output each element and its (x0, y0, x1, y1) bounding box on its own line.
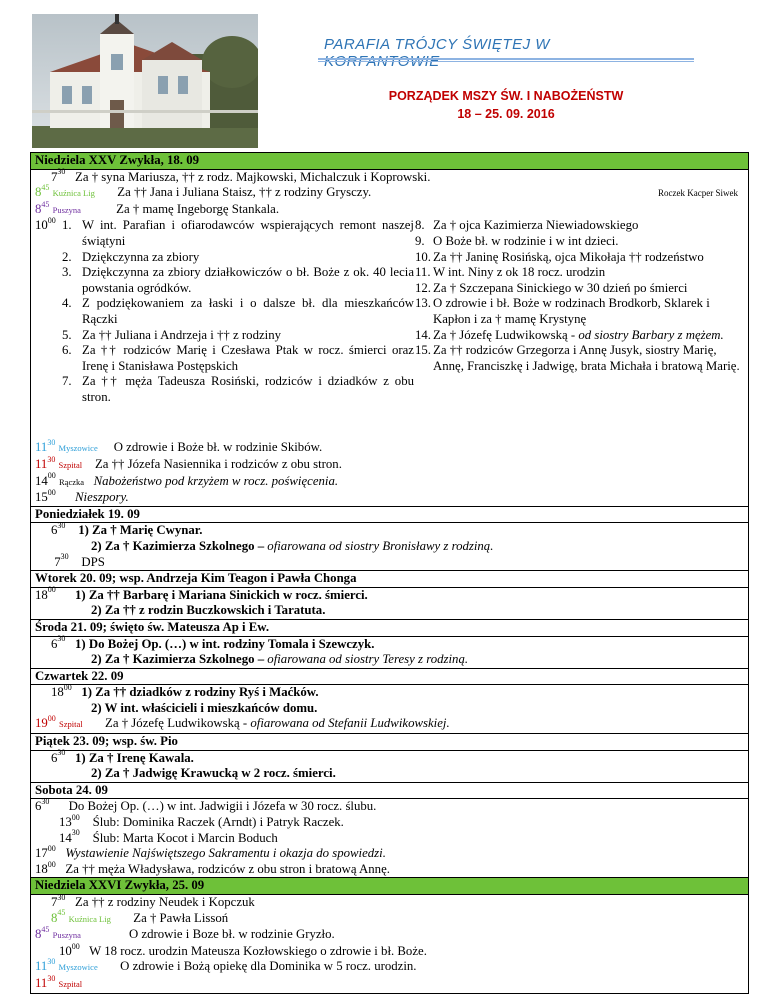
list-item: 9. O Boże bł. w rodzinie i w int dzieci. (415, 233, 619, 248)
mass-entry: $14^{00}$ Rączka Nabożeństwo pod krzyżem w rocz. poświęcenia. (35, 471, 339, 488)
mass-entry: $11^{30}$ Myszowice O zdrowie i Bożą opiekę dla Dominika w 5 rocz. urodzin. (35, 957, 417, 974)
note: Roczek Kacper Siwek (658, 188, 738, 199)
mass-entry: $18^{00}$ 1) Za †† dziadków z rodziny Ryś i Maćków. (51, 683, 319, 700)
mass-entry: $8^{45}$ Puszyna Za † mamę Ingeborgę Stankala. (35, 199, 280, 216)
mass-entry: $6^{30}$ 1) Do Bożej Op. (…) w int. rodziny Tomala i Szewczyk. (51, 634, 375, 651)
mass-entry: $11^{30}$ Szpital Za †† Józefa Nasiennika i rodziców z obu stron. (35, 454, 342, 471)
mass-entry: $8^{45}$ Kuźnica Lig Za † Pawła Lissoń (51, 908, 229, 925)
list-item: 10. Za †† Janinę Rosińską, ojca Mikołaja †† rodzeństwo (415, 249, 704, 264)
intentions-left (62, 218, 414, 405)
thursday-entries (31, 685, 748, 734)
list-item: 5. Za †† Juliana i Andrzeja i †† z rodziny (62, 327, 282, 342)
mass-entry: $7^{30}$ DPS (51, 552, 105, 569)
mass-entry: $10^{00}$ W 18 rocz. urodzin Mateusza Kozłowskiego o zdrowie i bł. Boże. (59, 941, 427, 958)
monday-entries (31, 523, 748, 571)
list-item: 11. W int. Niny z ok 18 rocz. urodzin (415, 265, 606, 280)
mass-entry: $15^{00}$ Nieszpory. (35, 487, 129, 505)
mass-entry: $18^{00}$ Za †† męża Władysława, rodziców z obu stron i bratową Annę. (35, 859, 390, 876)
church-photo (32, 14, 258, 148)
list-item: 14. Za † Józefę Ludwikowską - od siostry Barbary z mężem. (415, 327, 724, 342)
offering-note: od siostry Barbary z mężem. (578, 327, 724, 342)
day-header-tuesday: Wtorek 20. 09; wsp. Andrzeja Kim Teagon i Pawła Chonga (31, 571, 748, 588)
list-item: 1. W int. Parafian i ofiarodawców wspierających remont naszej świątyni (62, 218, 414, 248)
list-item: 7. Za †† męża Tadeusza Rosiński, rodziców i dziadków z obu stron. (62, 374, 414, 404)
list-item: 13. O zdrowie i bł. Boże w rodzinach Brodkorb, Sklarek i Kapłon i za † mamę Krystynę (415, 296, 710, 326)
header-rule-thin (318, 61, 694, 62)
tuesday-entries (31, 585, 748, 620)
sunday1-entries (31, 167, 748, 507)
mass-entry: 2) Za † Jadwigę Krawucką w 2 rocz. śmierci. (91, 766, 336, 781)
mass-entry: $8^{45}$ Kuźnica Lig Za †† Jana i Juliana Staisz, †† z rodziny Grysczy. Roczek Kacper Siwek (35, 185, 744, 202)
mass-entry: $18^{00}$ 1) Za †† Barbarę i Mariana Sinickich w rocz. śmierci. (35, 585, 368, 602)
list-item: 4. Z podziękowaniem za łaski i o dalsze bł. dla mieszkańców Rączki (62, 296, 414, 326)
list-item: 15. Za †† rodziców Grzegorza i Annę Jusyk, siostry Marię, Annę, Franciszkę i Jadwigę, brata Michała i bratową Marię. (415, 343, 740, 373)
mass-entry: $6^{30}$ Do Bożej Op. (…) w int. Jadwigii i Józefa w 30 rocz. ślubu. (35, 797, 377, 814)
mass-entry: 2) Za † Kazimierza Szkolnego – ofiarowana od siostry Bronisławy z rodziną. (91, 538, 494, 553)
wednesday-entries (31, 634, 748, 669)
day-header-friday: Piątek 23. 09; wsp. św. Pio (31, 734, 748, 751)
day-header-sunday-2: Niedziela XXVI Zwykła, 25. 09 (31, 878, 748, 895)
page-header (0, 0, 768, 150)
mass-entry: $19^{00}$ Szpital Za † Józefę Ludwikowską - ofiarowana od Stefanii Ludwikowskiej. (35, 714, 450, 731)
intentions-columns: $10^{00}$ 1. W int. Parafian i ofiarodawców wspierających remont naszej świątyni 2. Dziękczynna za zbiory 3. Dziękczynna za zbiory działkowiczów o bł. Boże z ok. 40 lecia powstania ogródków. 4. Z podziękowaniem za łaski i o dalsze bł. dla mieszkańców Rączki 5. Za †† Juliana i Andrzeja i †† z rodziny 6. Za †† rodziców Marię i Czesława Ptak w rocz. śmierci oraz Irenę i Stanisława Postępskich 7. Za †† męża Tadeusza Rosiński, rodziców i dziadków z obu stron. 8. Za † ojca Kazimierza Niewiadowskiego 9. O Boże bł. w rodzinie i w int dzieci. 10. Za †† Janinę Rosińską, ojca Mikołaja †† rodzeństwo 11. W int. Niny z ok 18 rocz. urodzin 12. Za † Szczepana Sinickiego w 30 dzień po śmierci 13. O zdrowie i bł. Boże w rodzinach Brodkorb, Sklarek i Kapłon i za † mamę Krystynę 14. Za † Józefę Ludwikowską - od siostry Barbary z mężem. 15. Za †† rodziców Grzegorza i Annę Jusyk, siostry Marię, Annę, Franciszkę i Jadwigę, brata Michała i bratową Marię. (35, 218, 744, 440)
mass-entry: $8^{45}$ Puszyna O zdrowie i Boze bł. w rodzinie Gryzło. (35, 924, 335, 942)
intentions-right (415, 218, 747, 374)
day-header-sunday-1: Niedziela XXV Zwykła, 18. 09 (31, 153, 748, 170)
day-header-monday: Poniedziałek 19. 09 (31, 507, 748, 524)
list-item: 2. Dziękczynna za zbiory (62, 249, 200, 264)
mass-entry: 2) W int. właścicieli i mieszkańców domu. (91, 700, 318, 715)
mass-entry: $14^{30}$ Ślub: Marta Kocot i Marcin Boduch (59, 828, 278, 845)
list-item: 8. Za † ojca Kazimierza Niewiadowskiego (415, 218, 639, 233)
mass-entry: 2) Za † Kazimierza Szkolnego – ofiarowana od siostry Teresy z rodziną. (91, 652, 469, 667)
sunday2-entries (31, 892, 748, 993)
mass-entry: $17^{00}$ Wystawienie Najświętszego Sakramentu i okazja do spowiedzi. (35, 843, 386, 861)
friday-entries (31, 748, 748, 783)
mass-entry: $11^{30}$ Myszowice O zdrowie i Boże bł. w rodzinie Skibów. (35, 438, 323, 455)
mass-entry: $7^{30}$ Za † syna Mariusza, †† z rodz. Majkowski, Michalczuk i Koprowski. (51, 167, 431, 184)
saturday-entries (31, 799, 748, 878)
day-header-wednesday: Środa 21. 09; święto św. Mateusza Ap i Ew. (31, 620, 748, 637)
schedule-title: PORZĄDEK MSZY ŚW. I NABOŻEŃSTW (388, 89, 624, 103)
mass-entry: $13^{00}$ Ślub: Dominika Raczek (Arndt) i Patryk Raczek. (59, 812, 344, 830)
parish-title: PARAFIA TRÓJCY ŚWIĘTEJ W KORFANTOWIE (324, 36, 550, 70)
list-item: 3. Dziękczynna za zbiory działkowiczów o bł. Boże z ok. 40 lecia powstania ogródków. (62, 265, 414, 295)
mass-entry: 2) Za †† z rodzin Buczkowskich i Taratuta. (91, 603, 326, 618)
schedule-table (30, 152, 749, 994)
list-item: 12. Za † Szczepana Sinickiego w 30 dzień po śmierci (415, 280, 688, 295)
mass-entry: $11^{30}$ Szpital (35, 973, 83, 990)
day-header-saturday: Sobota 24. 09 (31, 783, 748, 800)
mass-entry: $7^{30}$ Za †† z rodziny Neudek i Kopczuk (51, 892, 255, 909)
day-header-thursday: Czwartek 22. 09 (31, 669, 748, 686)
mass-entry: $6^{30}$ 1) Za † Irenę Kawala. (51, 748, 194, 765)
mass-entry: $6^{30}$ 1) Za † Marię Cwynar. (51, 521, 203, 538)
header-rule (318, 58, 694, 60)
list-item: 6. Za †† rodziców Marię i Czesława Ptak w rocz. śmierci oraz Irenę i Stanisława Postępskich (62, 343, 414, 373)
schedule-dates: 18 – 25. 09. 2016 (457, 107, 555, 121)
